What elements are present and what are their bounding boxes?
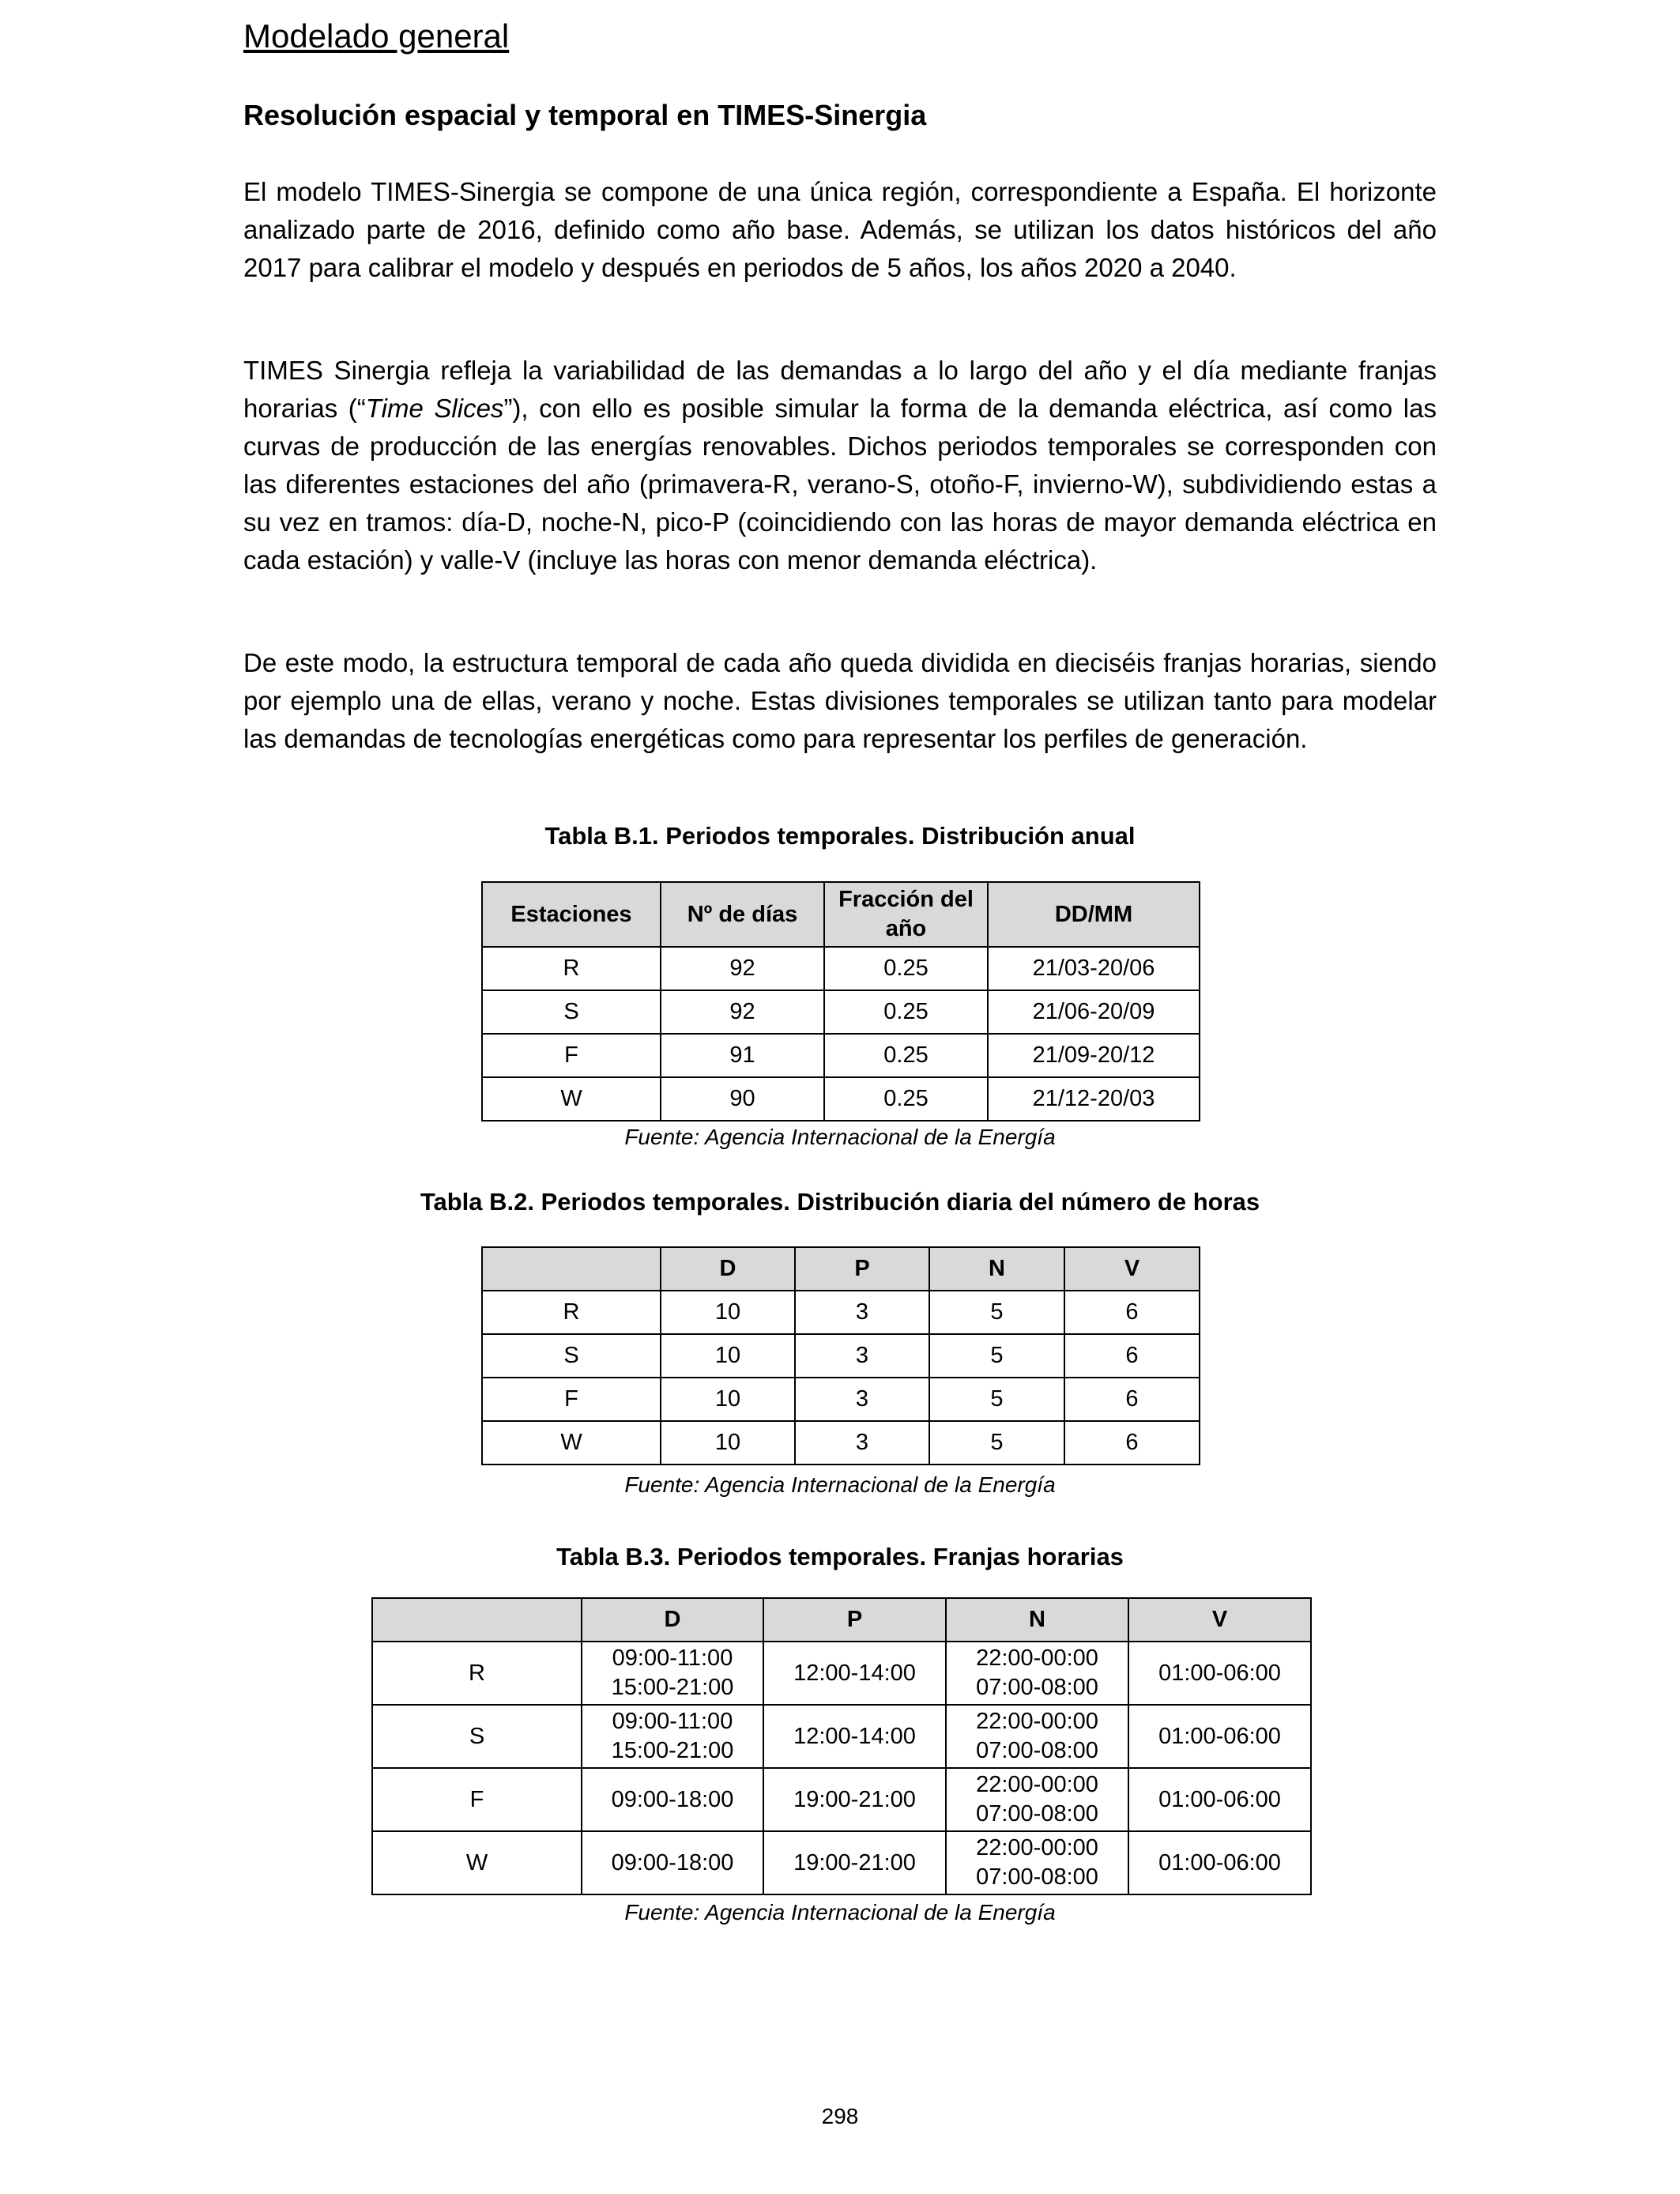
time-slices-term: Time Slices (365, 394, 504, 423)
table-cell: 19:00-21:00 (763, 1831, 946, 1894)
table-cell: 22:00-00:00 07:00-08:00 (946, 1768, 1128, 1831)
table-cell: R (482, 1291, 661, 1334)
table-cell: 21/09-20/12 (988, 1034, 1200, 1077)
table-row (482, 1421, 1200, 1465)
table-cell: S (482, 1334, 661, 1378)
table-cell: 5 (929, 1334, 1064, 1378)
table-cell: 01:00-06:00 (1128, 1642, 1311, 1705)
table-cell: 5 (929, 1378, 1064, 1421)
table-cell: 92 (661, 947, 824, 990)
table1-source: Fuente: Agencia Internacional de la Energía (624, 1125, 1056, 1149)
table-row (482, 947, 1200, 990)
table-cell: 21/12-20/03 (988, 1077, 1200, 1121)
table-cell: 19:00-21:00 (763, 1768, 946, 1831)
table-row (482, 1034, 1200, 1077)
table2-header-v: V (1064, 1247, 1200, 1291)
table-cell: 09:00-18:00 (582, 1768, 763, 1831)
table-cell: 22:00-00:00 07:00-08:00 (946, 1831, 1128, 1894)
table3-caption: Tabla B.3. Periodos temporales. Franjas horarias (556, 1543, 1124, 1570)
table-cell: 22:00-00:00 07:00-08:00 (946, 1642, 1128, 1705)
table1-header-ddmm: DD/MM (988, 882, 1200, 947)
table-cell: 6 (1064, 1291, 1200, 1334)
table3-header-v: V (1128, 1598, 1311, 1642)
page-title: Modelado general (243, 17, 510, 55)
table-annual-distribution (481, 881, 1200, 1122)
table-row (372, 1642, 1311, 1705)
table3-header-d: D (582, 1598, 763, 1642)
table-cell: S (482, 990, 661, 1034)
table-cell: 3 (795, 1334, 929, 1378)
table3-header-blank (372, 1598, 582, 1642)
table-cell: 01:00-06:00 (1128, 1705, 1311, 1768)
table-cell: 09:00-18:00 (582, 1831, 763, 1894)
table-cell: 3 (795, 1291, 929, 1334)
table-cell: 09:00-11:00 15:00-21:00 (582, 1642, 763, 1705)
table-cell: 01:00-06:00 (1128, 1768, 1311, 1831)
table-cell: 12:00-14:00 (763, 1705, 946, 1768)
table2-header-n: N (929, 1247, 1064, 1291)
table-cell: 22:00-00:00 07:00-08:00 (946, 1705, 1128, 1768)
page-number: 298 (821, 2104, 859, 2128)
table-cell: 01:00-06:00 (1128, 1831, 1311, 1894)
table-row (372, 1831, 1311, 1894)
table-cell: S (372, 1705, 582, 1768)
table-daily-hours (481, 1246, 1200, 1465)
table-cell: F (372, 1768, 582, 1831)
table-cell: 5 (929, 1291, 1064, 1334)
paragraph-region-horizon: El modelo TIMES-Sinergia se compone de una única región, correspondiente a España. El horizonte analizado parte de 2016, definido como año base. Además, se utilizan los datos históricos del año 2017 para calibrar el modelo y después en periodos de 5 años, los años 2020 a 2040. (243, 177, 1437, 282)
table-cell: 09:00-11:00 15:00-21:00 (582, 1705, 763, 1768)
table-row (482, 1291, 1200, 1334)
table3-header-n: N (946, 1598, 1128, 1642)
table-cell: 6 (1064, 1378, 1200, 1421)
table-cell: W (482, 1421, 661, 1465)
table2-source: Fuente: Agencia Internacional de la Energía (624, 1472, 1056, 1497)
paragraph-time-slices-end: ”), con ello es posible simular la forma de la demanda eléctrica, así como las curvas de producción de las energías renovables. Dichos periodos temporales se corresponden con las diferentes estaciones del año (primavera-R, verano-S, otoño-F, invierno-W), subdividiendo estas a su vez en tramos: día-D, noche-N, pico-P (coincidiendo con las horas de mayor demanda eléctrica en cada estación) y valle-V (incluye las horas con menor demanda eléctrica). (243, 394, 1437, 575)
table-cell: 0.25 (824, 1077, 988, 1121)
table-cell: 6 (1064, 1421, 1200, 1465)
table1-header-dias: Nº de días (661, 882, 824, 947)
paragraph-time-slices (243, 352, 1437, 579)
table-cell: 10 (661, 1378, 795, 1421)
table2-header-p: P (795, 1247, 929, 1291)
section-heading: Resolución espacial y temporal en TIMES-Sinergia (243, 99, 927, 131)
table-cell: 21/03-20/06 (988, 947, 1200, 990)
table-time-slots (371, 1597, 1312, 1895)
table-cell: 6 (1064, 1334, 1200, 1378)
table-cell: 0.25 (824, 1034, 988, 1077)
table-cell: 3 (795, 1421, 929, 1465)
table-cell: W (482, 1077, 661, 1121)
table-cell: 0.25 (824, 990, 988, 1034)
table1-caption: Tabla B.1. Periodos temporales. Distribución anual (544, 822, 1136, 850)
table-row (482, 1077, 1200, 1121)
table-cell: F (482, 1378, 661, 1421)
table2-header-d: D (661, 1247, 795, 1291)
table-cell: R (482, 947, 661, 990)
table-cell: 0.25 (824, 947, 988, 990)
table3-source: Fuente: Agencia Internacional de la Energía (624, 1900, 1056, 1924)
table-cell: 10 (661, 1421, 795, 1465)
table-row (372, 1705, 1311, 1768)
table-cell: 3 (795, 1378, 929, 1421)
table-cell: R (372, 1642, 582, 1705)
table-cell: 5 (929, 1421, 1064, 1465)
table-row (482, 1378, 1200, 1421)
table-cell: 92 (661, 990, 824, 1034)
table1-header-fraccion: Fracción del año (824, 882, 988, 947)
table-row (482, 990, 1200, 1034)
table-cell: 10 (661, 1291, 795, 1334)
table-cell: W (372, 1831, 582, 1894)
table3-header-p: P (763, 1598, 946, 1642)
table-cell: 90 (661, 1077, 824, 1121)
table2-caption: Tabla B.2. Periodos temporales. Distribución diaria del número de horas (420, 1188, 1260, 1216)
paragraph-time-slices-start: TIMES Sinergia refleja la variabilidad de las demandas a lo largo del año y el día mediante franjas horarias (“ (243, 356, 1437, 423)
table-cell: 91 (661, 1034, 824, 1077)
table-row (482, 1334, 1200, 1378)
table1-header-estaciones: Estaciones (482, 882, 661, 947)
table-cell: F (482, 1034, 661, 1077)
table-cell: 10 (661, 1334, 795, 1378)
paragraph-temporal-structure: De este modo, la estructura temporal de cada año queda dividida en dieciséis franjas horarias, siendo por ejemplo una de ellas, verano y noche. Estas divisiones temporales se utilizan tanto para modelar las demandas de tecnologías energéticas como para representar los perfiles de generación. (243, 648, 1437, 753)
table-cell: 21/06-20/09 (988, 990, 1200, 1034)
table-cell: 12:00-14:00 (763, 1642, 946, 1705)
table-row (372, 1768, 1311, 1831)
table2-header-blank (482, 1247, 661, 1291)
